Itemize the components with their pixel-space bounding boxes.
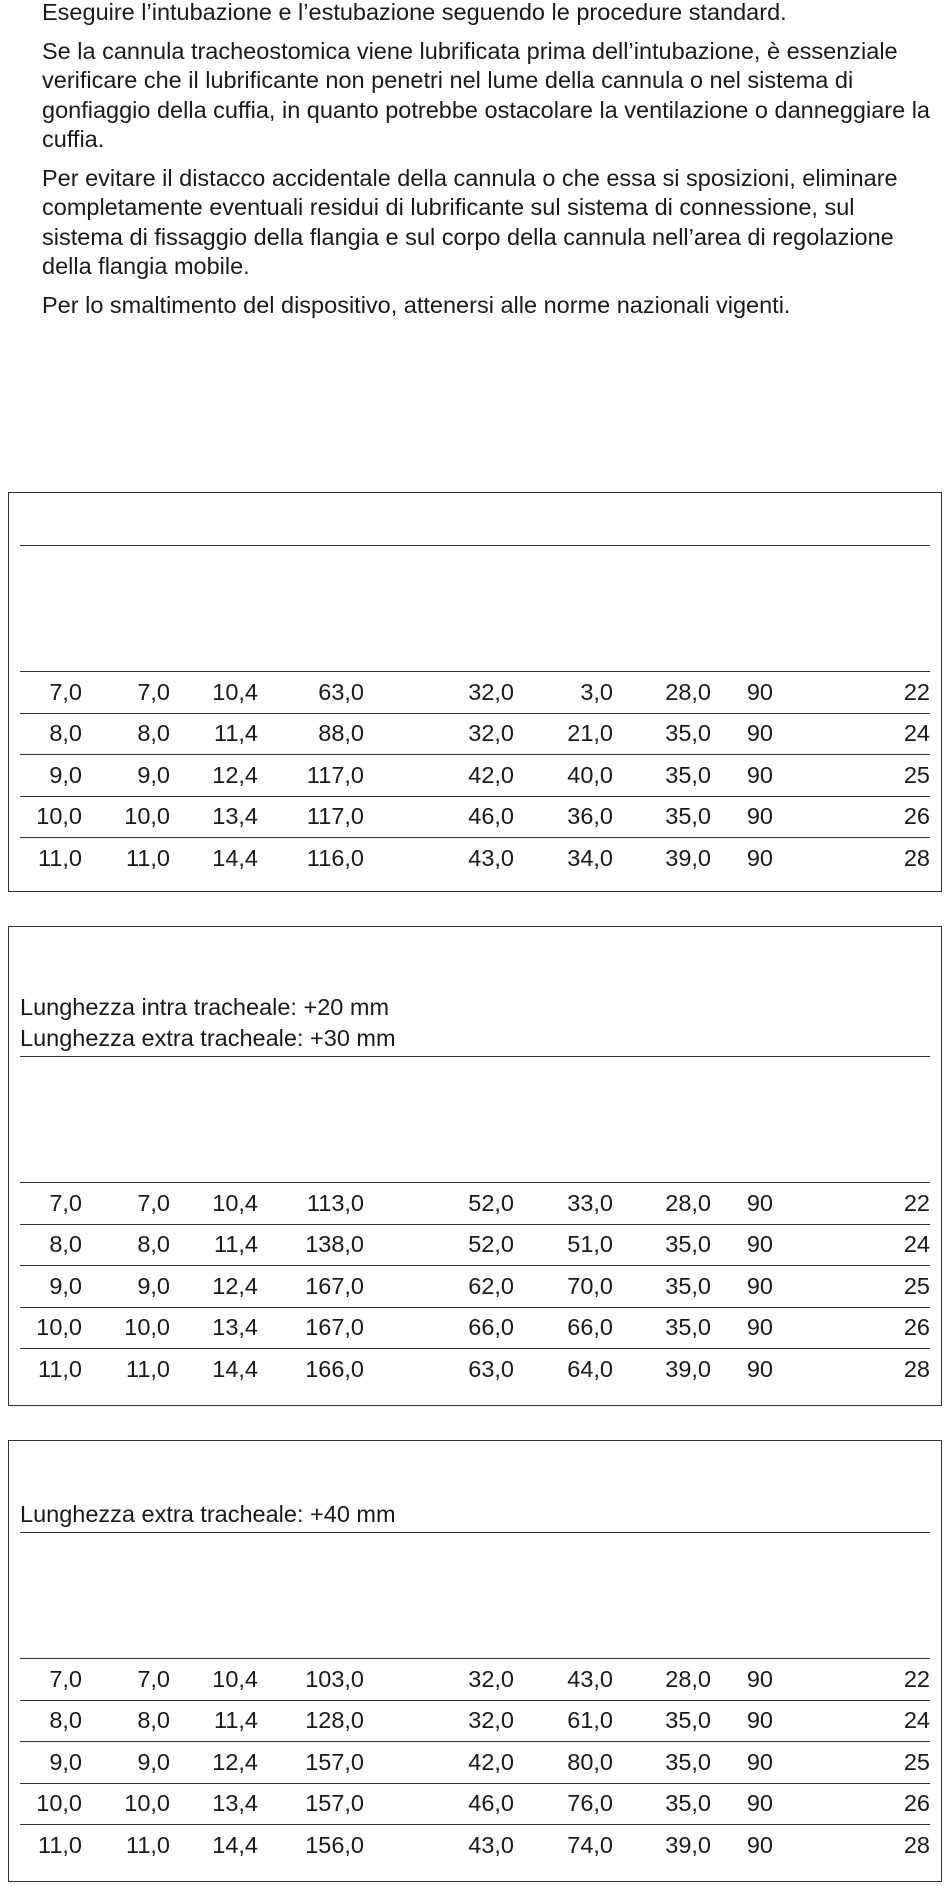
table-cell: 35,0 bbox=[613, 1783, 711, 1825]
table-cell: 90 bbox=[711, 796, 773, 838]
table-cell: 64,0 bbox=[514, 1349, 613, 1391]
table-row bbox=[20, 713, 930, 755]
table-cell: 167,0 bbox=[258, 1307, 364, 1349]
table-cell: 25 bbox=[773, 755, 930, 797]
table-cell: 40,0 bbox=[514, 755, 613, 797]
table-cell: 28,0 bbox=[613, 1183, 711, 1225]
table-cell: 90 bbox=[711, 672, 773, 714]
table-cell: 32,0 bbox=[364, 713, 514, 755]
table-cell: 21,0 bbox=[514, 713, 613, 755]
extra-tracheal-length: Lunghezza extra tracheale: +40 mm bbox=[20, 1501, 396, 1527]
table-cell: 36,0 bbox=[514, 796, 613, 838]
table-cell: 42,0 bbox=[364, 755, 514, 797]
table-cell: 10,0 bbox=[82, 1783, 170, 1825]
table-cell: 28,0 bbox=[613, 1659, 711, 1701]
table-cell: 11,0 bbox=[82, 1825, 170, 1867]
table-cell: 51,0 bbox=[514, 1224, 613, 1266]
table-cell: 90 bbox=[711, 1349, 773, 1391]
table-cell: 14,4 bbox=[170, 1349, 258, 1391]
table-cell: 25 bbox=[773, 1266, 930, 1308]
table-cell: 28 bbox=[773, 1349, 930, 1391]
table-cell: 35,0 bbox=[613, 1742, 711, 1784]
table-cell: 88,0 bbox=[258, 713, 364, 755]
table-cell: 14,4 bbox=[170, 1825, 258, 1867]
table-cell: 10,0 bbox=[20, 796, 82, 838]
table-row bbox=[20, 1224, 930, 1266]
table-cell: 11,4 bbox=[170, 1700, 258, 1742]
table-cell: 90 bbox=[711, 1742, 773, 1784]
table-cell: 7,0 bbox=[82, 1183, 170, 1225]
spec-table-1-frame bbox=[8, 492, 942, 892]
table-cell: 26 bbox=[773, 1307, 930, 1349]
table-cell: 138,0 bbox=[258, 1224, 364, 1266]
table-cell: 90 bbox=[711, 1307, 773, 1349]
table-cell: 10,0 bbox=[82, 796, 170, 838]
instructions-text bbox=[42, 0, 932, 329]
table-body bbox=[20, 1183, 930, 1391]
table-cell: 116,0 bbox=[258, 838, 364, 880]
table-cell: 90 bbox=[711, 838, 773, 880]
table-row bbox=[20, 1700, 930, 1742]
table-cell: 52,0 bbox=[364, 1183, 514, 1225]
table-cell: 13,4 bbox=[170, 796, 258, 838]
table-row bbox=[20, 1659, 930, 1701]
table-cell: 157,0 bbox=[258, 1742, 364, 1784]
paragraph-lubrication: Se la cannula tracheostomica viene lubrificata prima dell’intubazione, è essenziale verificare che il lubrificante non penetri nel lume della cannula o nel sistema di gonfiaggio della cuffia, in quanto potrebbe ostacolare la ventilazione o danneggiare la cuffia. bbox=[42, 37, 930, 152]
table-cell: 90 bbox=[711, 1700, 773, 1742]
table-cell: 103,0 bbox=[258, 1659, 364, 1701]
table-cell: 11,4 bbox=[170, 1224, 258, 1266]
table-cell: 80,0 bbox=[514, 1742, 613, 1784]
paragraph-intubation: Eseguire l’intubazione e l’estubazione seguendo le procedure standard. bbox=[42, 0, 787, 25]
table-cell: 32,0 bbox=[364, 1659, 514, 1701]
table-cell: 7,0 bbox=[20, 672, 82, 714]
extra-tracheal-length: Lunghezza extra tracheale: +30 mm bbox=[20, 1025, 396, 1051]
table-cell: 90 bbox=[711, 1224, 773, 1266]
table-cell: 8,0 bbox=[20, 713, 82, 755]
table-cell: 3,0 bbox=[514, 672, 613, 714]
table-cell: 8,0 bbox=[82, 1700, 170, 1742]
table-cell: 10,4 bbox=[170, 1183, 258, 1225]
table-cell: 9,0 bbox=[20, 1266, 82, 1308]
table-cell: 39,0 bbox=[613, 1349, 711, 1391]
table-cell: 167,0 bbox=[258, 1266, 364, 1308]
table-row bbox=[20, 1307, 930, 1349]
table-cell: 8,0 bbox=[82, 1224, 170, 1266]
table-cell: 12,4 bbox=[170, 1742, 258, 1784]
table-cell: 7,0 bbox=[82, 1659, 170, 1701]
table-row bbox=[20, 1266, 930, 1308]
table-row bbox=[20, 796, 930, 838]
table-cell: 35,0 bbox=[613, 796, 711, 838]
length-notes bbox=[20, 1499, 396, 1530]
table-cell: 9,0 bbox=[82, 1266, 170, 1308]
table-cell: 9,0 bbox=[82, 1742, 170, 1784]
table-cell: 90 bbox=[711, 1659, 773, 1701]
table-cell: 35,0 bbox=[613, 1700, 711, 1742]
table-cell: 117,0 bbox=[258, 796, 364, 838]
table-cell: 8,0 bbox=[20, 1700, 82, 1742]
table-cell: 32,0 bbox=[364, 1700, 514, 1742]
paragraph-disposal: Per lo smaltimento del dispositivo, attenersi alle norme nazionali vigenti. bbox=[42, 291, 791, 318]
table-cell: 35,0 bbox=[613, 1224, 711, 1266]
table-row bbox=[20, 1825, 930, 1867]
table-cell: 34,0 bbox=[514, 838, 613, 880]
table-cell: 9,0 bbox=[20, 1742, 82, 1784]
table-cell: 24 bbox=[773, 1224, 930, 1266]
table-cell: 66,0 bbox=[364, 1307, 514, 1349]
table-cell: 11,0 bbox=[20, 838, 82, 880]
table-cell: 7,0 bbox=[82, 672, 170, 714]
table-cell: 62,0 bbox=[364, 1266, 514, 1308]
table-cell: 76,0 bbox=[514, 1783, 613, 1825]
table-row bbox=[20, 1783, 930, 1825]
table-cell: 90 bbox=[711, 1825, 773, 1867]
table-cell: 63,0 bbox=[258, 672, 364, 714]
table-cell: 35,0 bbox=[613, 713, 711, 755]
table-cell: 28 bbox=[773, 1825, 930, 1867]
table-cell: 11,0 bbox=[20, 1825, 82, 1867]
table-cell: 10,0 bbox=[20, 1307, 82, 1349]
paragraph-residue: Per evitare il distacco accidentale della cannula o che essa si sposizioni, eliminare completamente eventuali residui di lubrificante sul sistema di connessione, sul sistema di fissaggio della flangia e sul corpo della cannula nell’area di regolazione della flangia mobile. bbox=[42, 164, 898, 279]
table-cell: 128,0 bbox=[258, 1700, 364, 1742]
table-cell: 12,4 bbox=[170, 1266, 258, 1308]
table-cell: 24 bbox=[773, 1700, 930, 1742]
header-rule bbox=[20, 1532, 930, 1533]
table-cell: 90 bbox=[711, 1183, 773, 1225]
table-cell: 63,0 bbox=[364, 1349, 514, 1391]
table-cell: 43,0 bbox=[364, 838, 514, 880]
table-cell: 13,4 bbox=[170, 1307, 258, 1349]
table-row bbox=[20, 1183, 930, 1225]
table-row bbox=[20, 755, 930, 797]
table-row bbox=[20, 672, 930, 714]
spec-table-2-frame bbox=[8, 926, 942, 1406]
table-cell: 22 bbox=[773, 1659, 930, 1701]
table-row bbox=[20, 1349, 930, 1391]
table-cell: 9,0 bbox=[20, 755, 82, 797]
table-cell: 13,4 bbox=[170, 1783, 258, 1825]
header-rule bbox=[20, 545, 930, 546]
table-body bbox=[20, 1659, 930, 1867]
table-cell: 46,0 bbox=[364, 1783, 514, 1825]
table-cell: 10,4 bbox=[170, 1659, 258, 1701]
table-cell: 7,0 bbox=[20, 1659, 82, 1701]
table-cell: 156,0 bbox=[258, 1825, 364, 1867]
table-cell: 26 bbox=[773, 1783, 930, 1825]
table-cell: 11,4 bbox=[170, 713, 258, 755]
table-cell: 90 bbox=[711, 755, 773, 797]
table-cell: 11,0 bbox=[82, 838, 170, 880]
table-cell: 74,0 bbox=[514, 1825, 613, 1867]
table-cell: 7,0 bbox=[20, 1183, 82, 1225]
spec-table-2 bbox=[20, 1182, 930, 1390]
table-cell: 66,0 bbox=[514, 1307, 613, 1349]
table-cell: 22 bbox=[773, 1183, 930, 1225]
table-cell: 10,0 bbox=[20, 1783, 82, 1825]
spec-table-1 bbox=[20, 671, 930, 879]
table-row bbox=[20, 838, 930, 880]
table-cell: 39,0 bbox=[613, 838, 711, 880]
table-cell: 14,4 bbox=[170, 838, 258, 880]
table-cell: 25 bbox=[773, 1742, 930, 1784]
table-cell: 157,0 bbox=[258, 1783, 364, 1825]
table-cell: 35,0 bbox=[613, 1266, 711, 1308]
table-cell: 43,0 bbox=[364, 1825, 514, 1867]
table-cell: 9,0 bbox=[82, 755, 170, 797]
table-cell: 61,0 bbox=[514, 1700, 613, 1742]
table-cell: 42,0 bbox=[364, 1742, 514, 1784]
table-cell: 33,0 bbox=[514, 1183, 613, 1225]
table-cell: 26 bbox=[773, 796, 930, 838]
table-cell: 12,4 bbox=[170, 755, 258, 797]
spec-table-3 bbox=[20, 1658, 930, 1866]
table-cell: 113,0 bbox=[258, 1183, 364, 1225]
table-cell: 24 bbox=[773, 713, 930, 755]
table-cell: 22 bbox=[773, 672, 930, 714]
table-cell: 8,0 bbox=[82, 713, 170, 755]
table-cell: 28,0 bbox=[613, 672, 711, 714]
table-cell: 10,0 bbox=[82, 1307, 170, 1349]
table-cell: 43,0 bbox=[514, 1659, 613, 1701]
table-cell: 35,0 bbox=[613, 755, 711, 797]
table-cell: 117,0 bbox=[258, 755, 364, 797]
table-cell: 11,0 bbox=[82, 1349, 170, 1391]
length-notes bbox=[20, 992, 396, 1054]
header-rule bbox=[20, 1056, 930, 1057]
table-cell: 35,0 bbox=[613, 1307, 711, 1349]
table-cell: 28 bbox=[773, 838, 930, 880]
table-cell: 52,0 bbox=[364, 1224, 514, 1266]
table-cell: 90 bbox=[711, 1266, 773, 1308]
table-cell: 39,0 bbox=[613, 1825, 711, 1867]
table-cell: 166,0 bbox=[258, 1349, 364, 1391]
table-cell: 90 bbox=[711, 1783, 773, 1825]
table-row bbox=[20, 1742, 930, 1784]
table-cell: 46,0 bbox=[364, 796, 514, 838]
table-cell: 11,0 bbox=[20, 1349, 82, 1391]
table-body bbox=[20, 672, 930, 880]
table-cell: 90 bbox=[711, 713, 773, 755]
spec-table-3-frame bbox=[8, 1440, 942, 1882]
table-cell: 70,0 bbox=[514, 1266, 613, 1308]
table-cell: 10,4 bbox=[170, 672, 258, 714]
table-cell: 32,0 bbox=[364, 672, 514, 714]
table-cell: 8,0 bbox=[20, 1224, 82, 1266]
intra-tracheal-length: Lunghezza intra tracheale: +20 mm bbox=[20, 994, 390, 1020]
